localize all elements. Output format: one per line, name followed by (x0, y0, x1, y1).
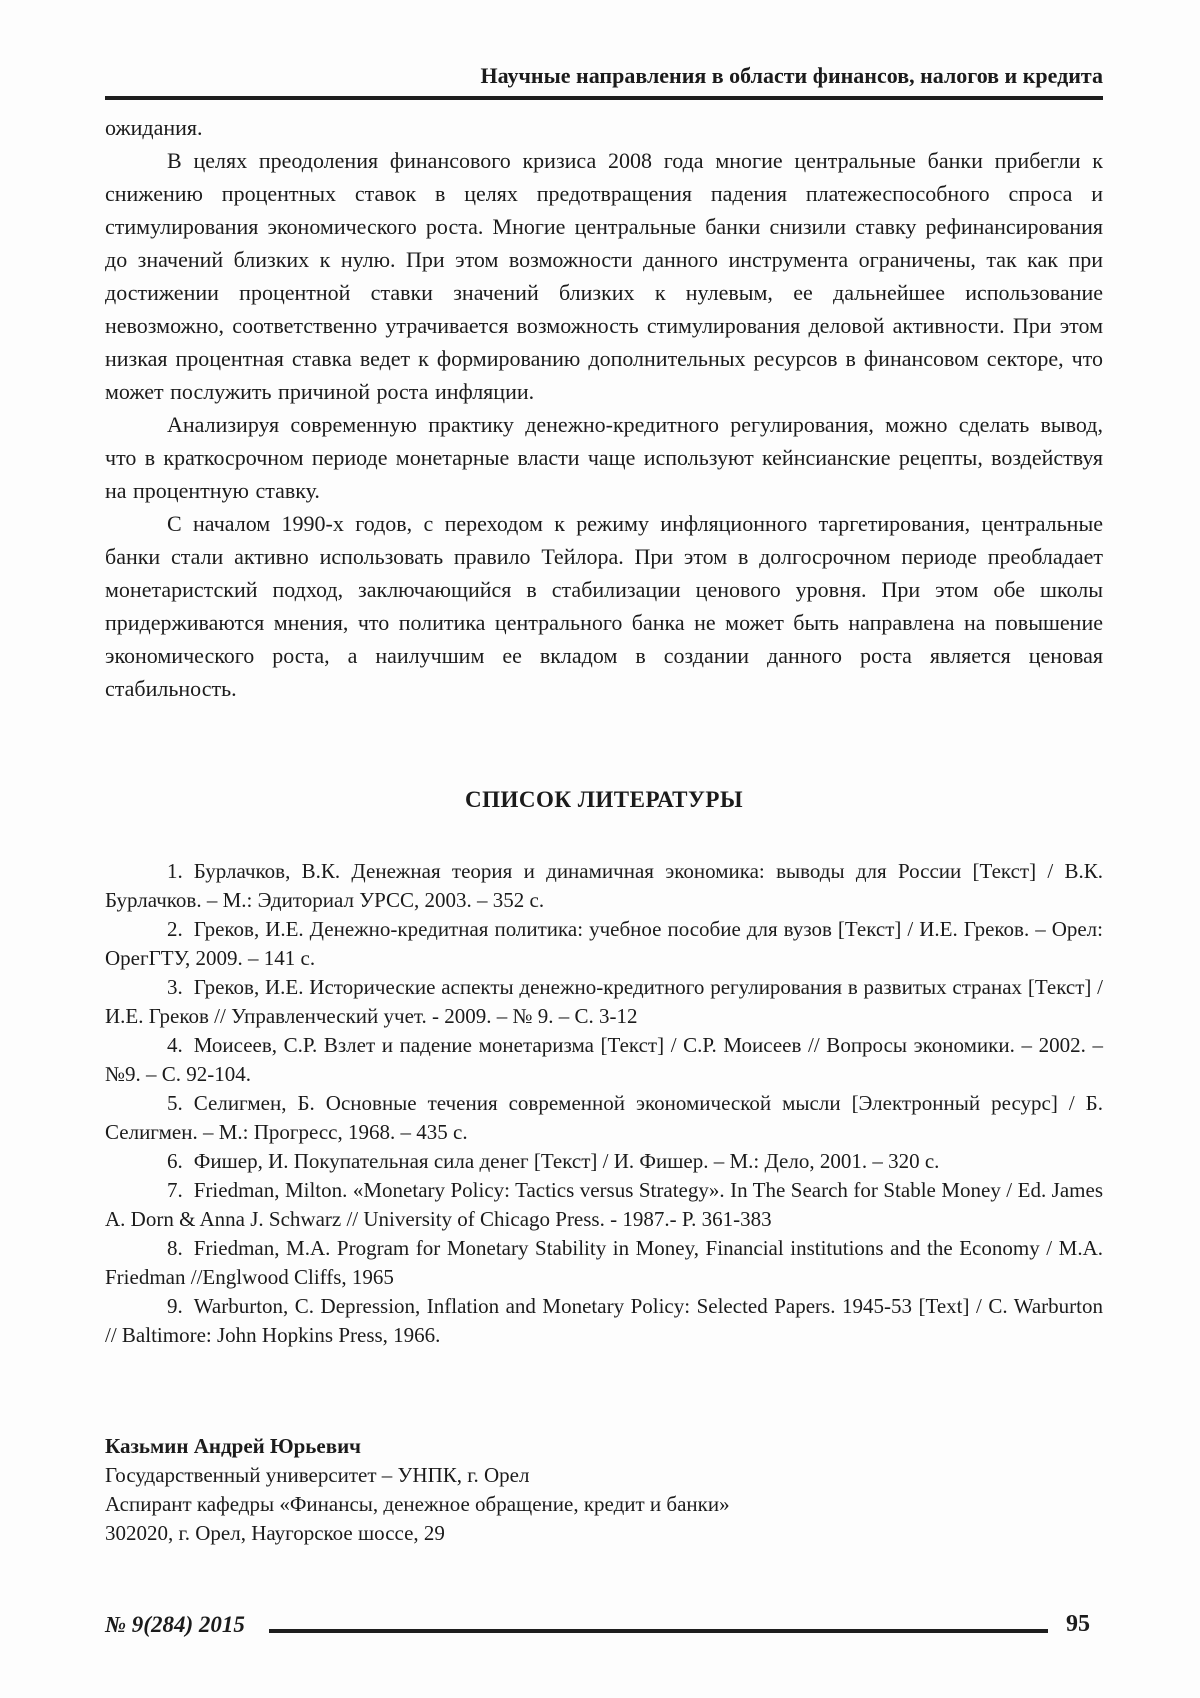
paragraph: В целях преодоления финансового кризиса 2008 года многие центральные банки прибегли к снижению процентных ставок в целях предотвращения падения платежеспособного спроса и стимулирования экономического роста. Многие центральные банки снизили ставку рефинансирования до значений близких к нулю. При этом возможности данного инструмента ограничены, так как при достижении процентной ставки значений близких к нулевым, ее дальнейшее использование невозможно, соответственно утрачивается возможность стимулирования деловой активности. При этом низкая процентная ставка ведет к формированию дополнительных ресурсов в финансовом секторе, что может послужить причиной роста инфляции. (105, 148, 1103, 404)
references-heading: СПИСОК ЛИТЕРАТУРЫ (464, 787, 744, 812)
author-position: Аспирант кафедры «Финансы, денежное обращение, кредит и банки» (105, 1492, 730, 1516)
reference-item (105, 973, 1103, 1031)
ref-text: Фишер, И. Покупательная сила денег [Текст] / И. Фишер. – М.: Дело, 2001. – 320 с. (193, 1149, 940, 1173)
ref-number: 1. (167, 859, 183, 883)
paragraph: Анализируя современную практику денежно-кредитного регулирования, можно сделать вывод, что в краткосрочном периоде монетарные власти чаще используют кейнсианские рецепты, воздействуя на процентную ставку. (105, 412, 1103, 503)
ref-text: Friedman, Milton. «Monetary Policy: Tactics versus Strategy». In The Search for Stable Money / Ed. James A. Dorn & Anna J. Schwarz // University of Chicago Press. - 1987.- P. 361-383 (105, 1178, 1103, 1231)
reference-item (105, 1031, 1103, 1089)
reference-item (105, 1292, 1103, 1350)
footer-page-number: 95 (1066, 1611, 1090, 1637)
reference-item (105, 1089, 1103, 1147)
reference-item (105, 1147, 1103, 1176)
references-section (105, 857, 1103, 1350)
ref-text: Friedman, M.A. Program for Monetary Stability in Money, Financial institutions and the Economy / M.A. Friedman //Englwood Cliffs, 1965 (105, 1236, 1103, 1289)
ref-text: Селигмен, Б. Основные течения современной экономической мысли [Электронный ресурс] / Б. Селигмен. – М.: Прогресс, 1968. – 435 с. (105, 1091, 1103, 1144)
paragraph-fragment: ожидания. (105, 115, 203, 140)
ref-text: Бурлачков, В.К. Денежная теория и динамичная экономика: выводы для России [Текст] / В.К. Бурлачков. – М.: Эдиториал УРСС, 2003. – 352 с. (105, 859, 1103, 912)
running-header-title: Научные направления в области финансов, налогов и кредита (480, 63, 1103, 88)
ref-text: Греков, И.Е. Денежно-кредитная политика: учебное пособие для вузов [Текст] / И.Е. Греков. – Орел: ОрегГТУ, 2009. – 141 с. (105, 917, 1103, 970)
paragraph: С началом 1990-х годов, с переходом к режиму инфляционного таргетирования, центральные банки стали активно использовать правило Тейлора. При этом в долгосрочном периоде преобладает монетаристский подход, заключающийся в стабилизации ценового уровня. При этом обе школы придерживаются мнения, что политика центрального банка не может быть направлена на повышение экономического роста, а наилучшим ее вкладом в создании данного роста является ценовая стабильность. (105, 511, 1103, 701)
ref-text: Warburton, C. Depression, Inflation and Monetary Policy: Selected Papers. 1945-53 [Text] / C. Warburton // Baltimore: John Hopkins Press, 1966. (105, 1294, 1103, 1347)
ref-number: 4. (167, 1033, 183, 1057)
author-address: 302020, г. Орел, Наугорское шоссе, 29 (105, 1521, 445, 1545)
ref-number: 7. (167, 1178, 183, 1202)
ref-text: Греков, И.Е. Исторические аспекты денежно-кредитного регулирования в развитых странах [Текст] / И.Е. Греков // Управленческий учет. - 2009. – № 9. – С. 3-12 (105, 975, 1103, 1028)
article-body (105, 111, 1103, 705)
reference-item (105, 1234, 1103, 1292)
ref-number: 5. (167, 1091, 183, 1115)
page-footer (105, 1611, 1090, 1638)
reference-list (105, 857, 1103, 1350)
reference-item (105, 857, 1103, 915)
footer-issue-label: № 9(284) 2015 (105, 1611, 245, 1637)
footer-rule (269, 1629, 1048, 1633)
ref-number: 8. (167, 1236, 183, 1260)
ref-number: 2. (167, 917, 183, 941)
ref-text: Моисеев, С.Р. Взлет и падение монетаризма [Текст] / С.Р. Моисеев // Вопросы экономики. – 2002. – №9. – С. 92-104. (105, 1033, 1103, 1086)
author-block (105, 1432, 1103, 1548)
ref-number: 3. (167, 975, 183, 999)
author-name: Казьмин Андрей Юрьевич (105, 1434, 362, 1458)
ref-number: 6. (167, 1149, 183, 1173)
running-header (105, 62, 1103, 100)
author-affiliation: Государственный университет – УНПК, г. Орел (105, 1463, 530, 1487)
reference-item (105, 915, 1103, 973)
ref-number: 9. (167, 1294, 183, 1318)
reference-item (105, 1176, 1103, 1234)
